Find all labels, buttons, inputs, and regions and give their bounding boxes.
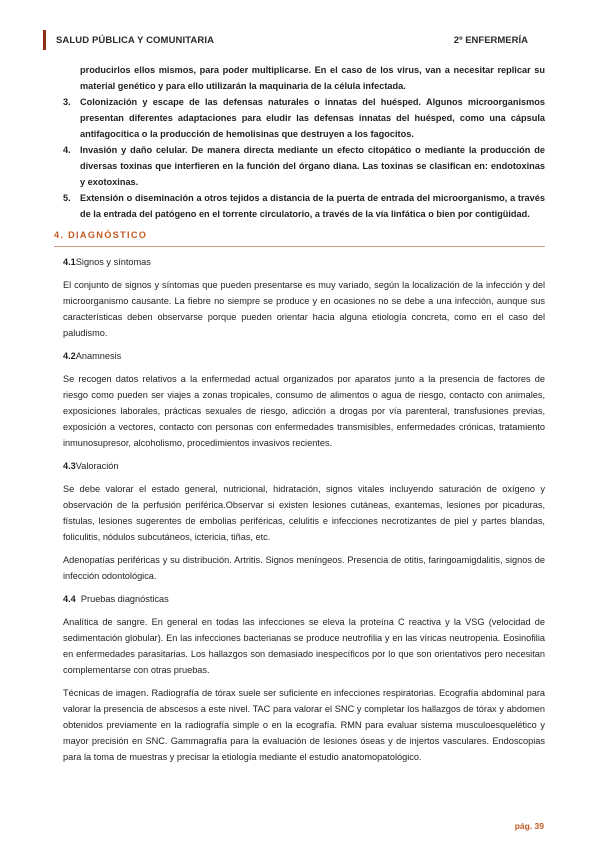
subsection-title: Anamnesis <box>75 351 122 361</box>
header-course-title: SALUD PÚBLICA Y COMUNITARIA <box>56 35 215 46</box>
subsection-number: 4.3 <box>63 461 76 471</box>
list-item-number: 5. <box>63 193 71 203</box>
list-item-2-continuation <box>63 62 545 94</box>
paragraph-valoracion-2: Adenopatías periféricas y su distribución. Artritis. Signos meníngeos. Presencia de otitis, faringoamigdalitis, signos de infección odontológica. <box>63 555 545 581</box>
subsection-heading-4-4 <box>63 591 545 607</box>
section-heading-diagnostico: 4. DIAGNÓSTICO <box>54 227 545 247</box>
list-item-text: Extensión o diseminación a otros tejidos a distancia de la puerta de entrada del microorganismo, a través de la entrada del patógeno en el torrente circulatorio, a través de la vía linfática o bien por contigüidad. <box>80 193 545 219</box>
paragraph-imagen: Técnicas de imagen. Radiografía de tórax suele ser suficiente en infecciones respiratorias. Ecografía abdominal para valorar la presencia de abscesos a este nivel. TAC para valorar el SNC y completar los hallazgos de tórax y abdomen obtenidos previamente en la radiografía simple o en la ecografía. RMN para evaluar sistema musculoesquelético y mayor precisión en SNC. Gammagrafía para la evaluación de lesiones óseas y de injertos vasculares. Endoscopias para la toma de muestras y precisar la etiología mediante el estudio anatomopatológico. <box>63 688 545 762</box>
page-number: pág. 39 <box>514 821 544 831</box>
paragraph-signos: El conjunto de signos y síntomas que pueden presentarse es muy variado, según la localización de la infección y del microorganismo causante. La fiebre no siempre se produce y en ocasiones no se debe a una infección, aunque sus características deben observarse porque pueden orientar hacia alguna etiología concreta, como en el caso del paludismo. <box>63 280 545 338</box>
paragraph-analitica: Analítica de sangre. En general en todas las infecciones se eleva la proteína C reactiva y la VSG (velocidad de sedimentación globular). En las infecciones bacterianas se produce neutrofilia y en las víricas neutropenia. Eosinofilia en enfermedades parasitarias. Los hallazgos son demasiado inespecíficos por lo que son orientativos pero necesitan complementarse con otras pruebas. <box>63 617 545 675</box>
list-item-5 <box>63 190 545 222</box>
subsection-title: Signos y síntomas <box>75 257 151 267</box>
subsection-title: Valoración <box>75 461 119 471</box>
header-course-year: 2º ENFERMERÍA <box>453 35 528 46</box>
page-content <box>54 62 545 765</box>
list-item-3 <box>63 94 545 142</box>
subsection-number: 4.1 <box>63 257 76 267</box>
list-item-text: producirlos ellos mismos, para poder multiplicarse. En el caso de los virus, van a necesitar replicar su material genético y para ello utilizarán la maquinaria de la célula infectada. <box>80 65 545 91</box>
list-item-text: Invasión y daño celular. De manera directa mediante un efecto citopático o mediante la producción de diversas toxinas que interfieren en la función del órgano diana. Las toxinas se clasifican en: endotoxinas y exotoxinas. <box>80 145 545 187</box>
list-item-4 <box>63 142 545 190</box>
header-accent-bar <box>43 30 46 50</box>
list-item-number: 4. <box>63 145 71 155</box>
subsection-number: 4.2 <box>63 351 76 361</box>
subsection-number: 4.4 <box>63 594 76 604</box>
paragraph-valoracion-1: Se debe valorar el estado general, nutricional, hidratación, signos vitales incluyendo saturación de oxígeno y observación de la perfusión periférica.Observar si existen lesiones cutáneas, exantemas, lesiones por picaduras, fístulas, lesiones sugerentes de embolias periféricas, celulitis e infecciones necrotizantes de piel y partes blandas, foliculitis, nódulos subcutáneos, ictericia, tiñas, etc. <box>63 484 545 542</box>
subsection-heading-4-3 <box>63 458 545 474</box>
numbered-list <box>63 62 545 222</box>
subsection-title: Pruebas diagnósticas <box>80 594 169 604</box>
subsection-heading-4-2 <box>63 348 545 364</box>
list-item-number: 3. <box>63 97 71 107</box>
paragraph-anamnesis: Se recogen datos relativos a la enfermedad actual organizados por aparatos junto a la presencia de factores de riesgo como pueden ser viajes a zonas tropicales, consumo de alimentos o agua de riesgo, contacto con animales, exposiciones laborales, prácticas sexuales de riesgo, adicción a drogas por vía parenteral, transfusiones previas, exposición a vectores, contacto con personas con enfermedades transmisibles, enfermedades crónicas, tratamiento inmunosupresor, alcoholismo, procedimientos invasivos recientes. <box>63 374 545 448</box>
list-item-text: Colonización y escape de las defensas naturales o innatas del huésped. Algunos microorganismos presentan diferentes adaptaciones para eludir las defensas innatas del huésped, como una cápsula antifagocítica o la producción de hemolisinas que destruyen a los fagocitos. <box>80 97 545 139</box>
subsection-heading-4-1 <box>63 254 545 270</box>
